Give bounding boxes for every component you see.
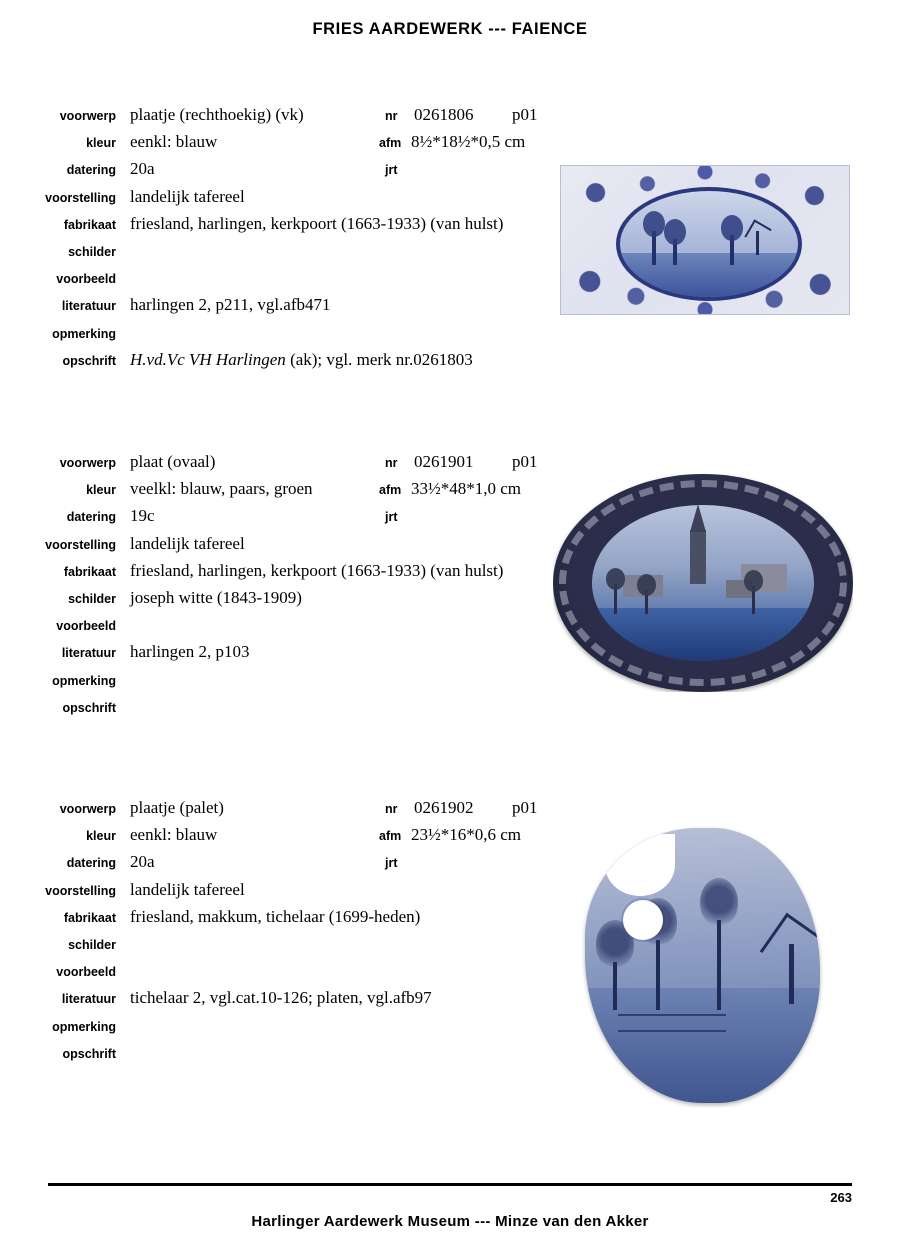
field-value-fabrikaat: friesland, harlingen, kerkpoort (1663-1933) (van hulst) xyxy=(130,560,504,580)
field-label-afm: afm xyxy=(379,483,402,498)
field-datering xyxy=(0,159,560,186)
field-value-literatuur: harlingen 2, p103 xyxy=(130,642,250,662)
water-area xyxy=(592,608,814,661)
field-label-opschrift: opschrift xyxy=(62,1046,116,1061)
footer-text: Harlinger Aardewerk Museum --- Minze van den Akker xyxy=(251,1213,649,1230)
field-value-literatuur: harlingen 2, p211, vgl.afb471 xyxy=(130,295,331,315)
field-value-datering: 20a xyxy=(130,159,155,179)
field-value-literatuur: tichelaar 2, vgl.cat.10-126; platen, vgl.afb97 xyxy=(130,988,432,1008)
field-fabrikaat xyxy=(0,907,560,934)
field-value-page-code: p01 xyxy=(512,105,538,124)
tile-tree-icon xyxy=(730,235,734,265)
tile-windmill-icon xyxy=(756,231,759,255)
field-value-voorstelling: landelijk tafereel xyxy=(130,533,245,553)
field-label-afm: afm xyxy=(379,136,402,151)
field-label-jrt: jrt xyxy=(385,163,398,178)
field-opmerking xyxy=(0,1016,560,1043)
field-value-voorwerp: plaatje (palet) xyxy=(130,798,224,817)
field-label-fabrikaat: fabrikaat xyxy=(63,564,116,579)
field-voorwerp xyxy=(0,798,560,825)
field-label-voorstelling: voorstelling xyxy=(45,190,116,205)
field-value-voorwerp: plaat (ovaal) xyxy=(130,452,216,471)
field-label-datering: datering xyxy=(66,510,116,525)
field-fabrikaat xyxy=(0,561,560,588)
windmill-icon xyxy=(789,944,794,1004)
field-schilder xyxy=(0,934,560,961)
field-value-kleur: eenkl: blauw xyxy=(130,825,218,845)
field-value-nr: 0261806 xyxy=(414,105,474,124)
oval-plaque xyxy=(553,474,853,692)
field-value-voorstelling: landelijk tafereel xyxy=(130,186,245,206)
field-label-datering: datering xyxy=(66,163,116,178)
palette-thumb-hole xyxy=(623,900,663,940)
field-opmerking xyxy=(0,323,560,350)
field-label-opschrift: opschrift xyxy=(62,700,116,715)
field-label-voorbeeld: voorbeeld xyxy=(56,272,116,287)
field-label-schilder: schilder xyxy=(68,937,116,952)
entry-image-oval-dish xyxy=(553,474,853,692)
field-value-kleur: eenkl: blauw xyxy=(130,132,218,152)
field-label-opmerking: opmerking xyxy=(52,673,116,688)
field-opschrift xyxy=(0,1043,560,1070)
field-kleur xyxy=(0,132,560,159)
field-label-literatuur: literatuur xyxy=(61,992,116,1007)
field-label-nr: nr xyxy=(385,109,398,123)
tile-plaque xyxy=(560,165,850,315)
field-voorbeeld xyxy=(0,268,560,295)
field-label-voorstelling: voorstelling xyxy=(45,883,116,898)
tree-icon xyxy=(752,586,755,614)
field-voorstelling xyxy=(0,880,560,907)
field-label-nr: nr xyxy=(385,456,398,470)
fence-icon xyxy=(618,1014,726,1032)
field-label-schilder: schilder xyxy=(68,244,116,259)
field-voorwerp xyxy=(0,452,560,479)
field-label-kleur: kleur xyxy=(86,829,116,844)
field-value-schilder: joseph witte (1843-1909) xyxy=(130,587,302,607)
field-literatuur xyxy=(0,642,560,669)
field-value-fabrikaat: friesland, harlingen, kerkpoort (1663-1933) (van hulst) xyxy=(130,213,504,233)
palette-ground xyxy=(585,988,820,1104)
footer-divider xyxy=(48,1183,852,1186)
field-schilder xyxy=(0,241,560,268)
field-kleur xyxy=(0,825,560,852)
field-value-fabrikaat: friesland, makkum, tichelaar (1699-heden) xyxy=(130,906,421,926)
tree-icon xyxy=(613,962,617,1010)
entry-fields xyxy=(0,798,560,1070)
field-label-kleur: kleur xyxy=(86,483,116,498)
field-value-afm: 8½*18½*0,5 cm xyxy=(411,132,526,152)
field-value-datering: 20a xyxy=(130,852,155,872)
field-voorstelling xyxy=(0,187,560,214)
field-value-nr: 0261901 xyxy=(414,452,474,471)
field-fabrikaat xyxy=(0,214,560,241)
field-kleur xyxy=(0,479,560,506)
field-label-opmerking: opmerking xyxy=(52,1019,116,1034)
field-value-voorstelling: landelijk tafereel xyxy=(130,879,245,899)
field-label-literatuur: literatuur xyxy=(61,299,116,314)
opschrift-plain-part: (ak); vgl. merk nr.0261803 xyxy=(290,349,473,369)
field-opschrift xyxy=(0,697,560,724)
page-title: FRIES AARDEWERK --- FAIENCE xyxy=(312,20,588,38)
oval-scene xyxy=(592,505,814,662)
field-value-page-code: p01 xyxy=(512,798,538,817)
field-label-jrt: jrt xyxy=(385,856,398,871)
tile-tree-icon xyxy=(652,231,656,265)
field-label-fabrikaat: fabrikaat xyxy=(63,217,116,232)
field-value-nr: 0261902 xyxy=(414,798,474,817)
field-literatuur xyxy=(0,295,560,322)
field-label-fabrikaat: fabrikaat xyxy=(63,910,116,925)
tree-icon xyxy=(614,584,617,614)
tree-icon xyxy=(717,920,721,1010)
field-label-nr: nr xyxy=(385,802,398,816)
field-voorstelling xyxy=(0,534,560,561)
entry-image-palette xyxy=(555,808,855,1108)
tile-landscape-ground xyxy=(620,253,799,298)
field-label-voorwerp: voorwerp xyxy=(59,109,116,123)
field-voorwerp xyxy=(0,105,560,132)
field-label-voorwerp: voorwerp xyxy=(59,456,116,470)
palette-plaque xyxy=(585,828,820,1103)
palette-notch xyxy=(605,834,675,896)
field-voorbeeld xyxy=(0,961,560,988)
field-opschrift xyxy=(0,350,560,377)
tree-icon xyxy=(645,590,648,614)
field-label-opmerking: opmerking xyxy=(52,326,116,341)
field-value-afm: 33½*48*1,0 cm xyxy=(411,479,522,499)
tree-icon xyxy=(656,940,660,1010)
field-schilder xyxy=(0,588,560,615)
field-label-kleur: kleur xyxy=(86,136,116,151)
field-datering xyxy=(0,506,560,533)
field-value-opschrift xyxy=(130,350,473,370)
field-label-schilder: schilder xyxy=(68,591,116,606)
field-value-page-code: p01 xyxy=(512,452,538,471)
church-tower-icon xyxy=(690,530,706,584)
field-label-opschrift: opschrift xyxy=(62,353,116,368)
field-value-afm: 23½*16*0,6 cm xyxy=(411,825,522,845)
field-value-datering: 19c xyxy=(130,506,155,526)
field-label-literatuur: literatuur xyxy=(61,646,116,661)
tile-oval-scene xyxy=(616,187,803,302)
entry-fields xyxy=(0,105,560,377)
field-value-kleur: veelkl: blauw, paars, groen xyxy=(130,479,313,499)
field-label-voorbeeld: voorbeeld xyxy=(56,965,116,980)
field-label-voorbeeld: voorbeeld xyxy=(56,619,116,634)
field-label-datering: datering xyxy=(66,856,116,871)
entry-image-tile xyxy=(560,165,850,315)
field-value-voorwerp: plaatje (rechthoekig) (vk) xyxy=(130,105,304,124)
field-label-afm: afm xyxy=(379,829,402,844)
tile-tree-icon xyxy=(673,239,677,265)
field-datering xyxy=(0,852,560,879)
field-voorbeeld xyxy=(0,615,560,642)
field-opmerking xyxy=(0,670,560,697)
page-number: 263 xyxy=(830,1190,852,1205)
field-label-jrt: jrt xyxy=(385,510,398,525)
field-literatuur xyxy=(0,988,560,1015)
field-label-voorwerp: voorwerp xyxy=(59,802,116,816)
field-label-voorstelling: voorstelling xyxy=(45,537,116,552)
opschrift-italic-part: H.vd.Vc VH Harlingen xyxy=(130,349,286,369)
entry-fields xyxy=(0,452,560,724)
